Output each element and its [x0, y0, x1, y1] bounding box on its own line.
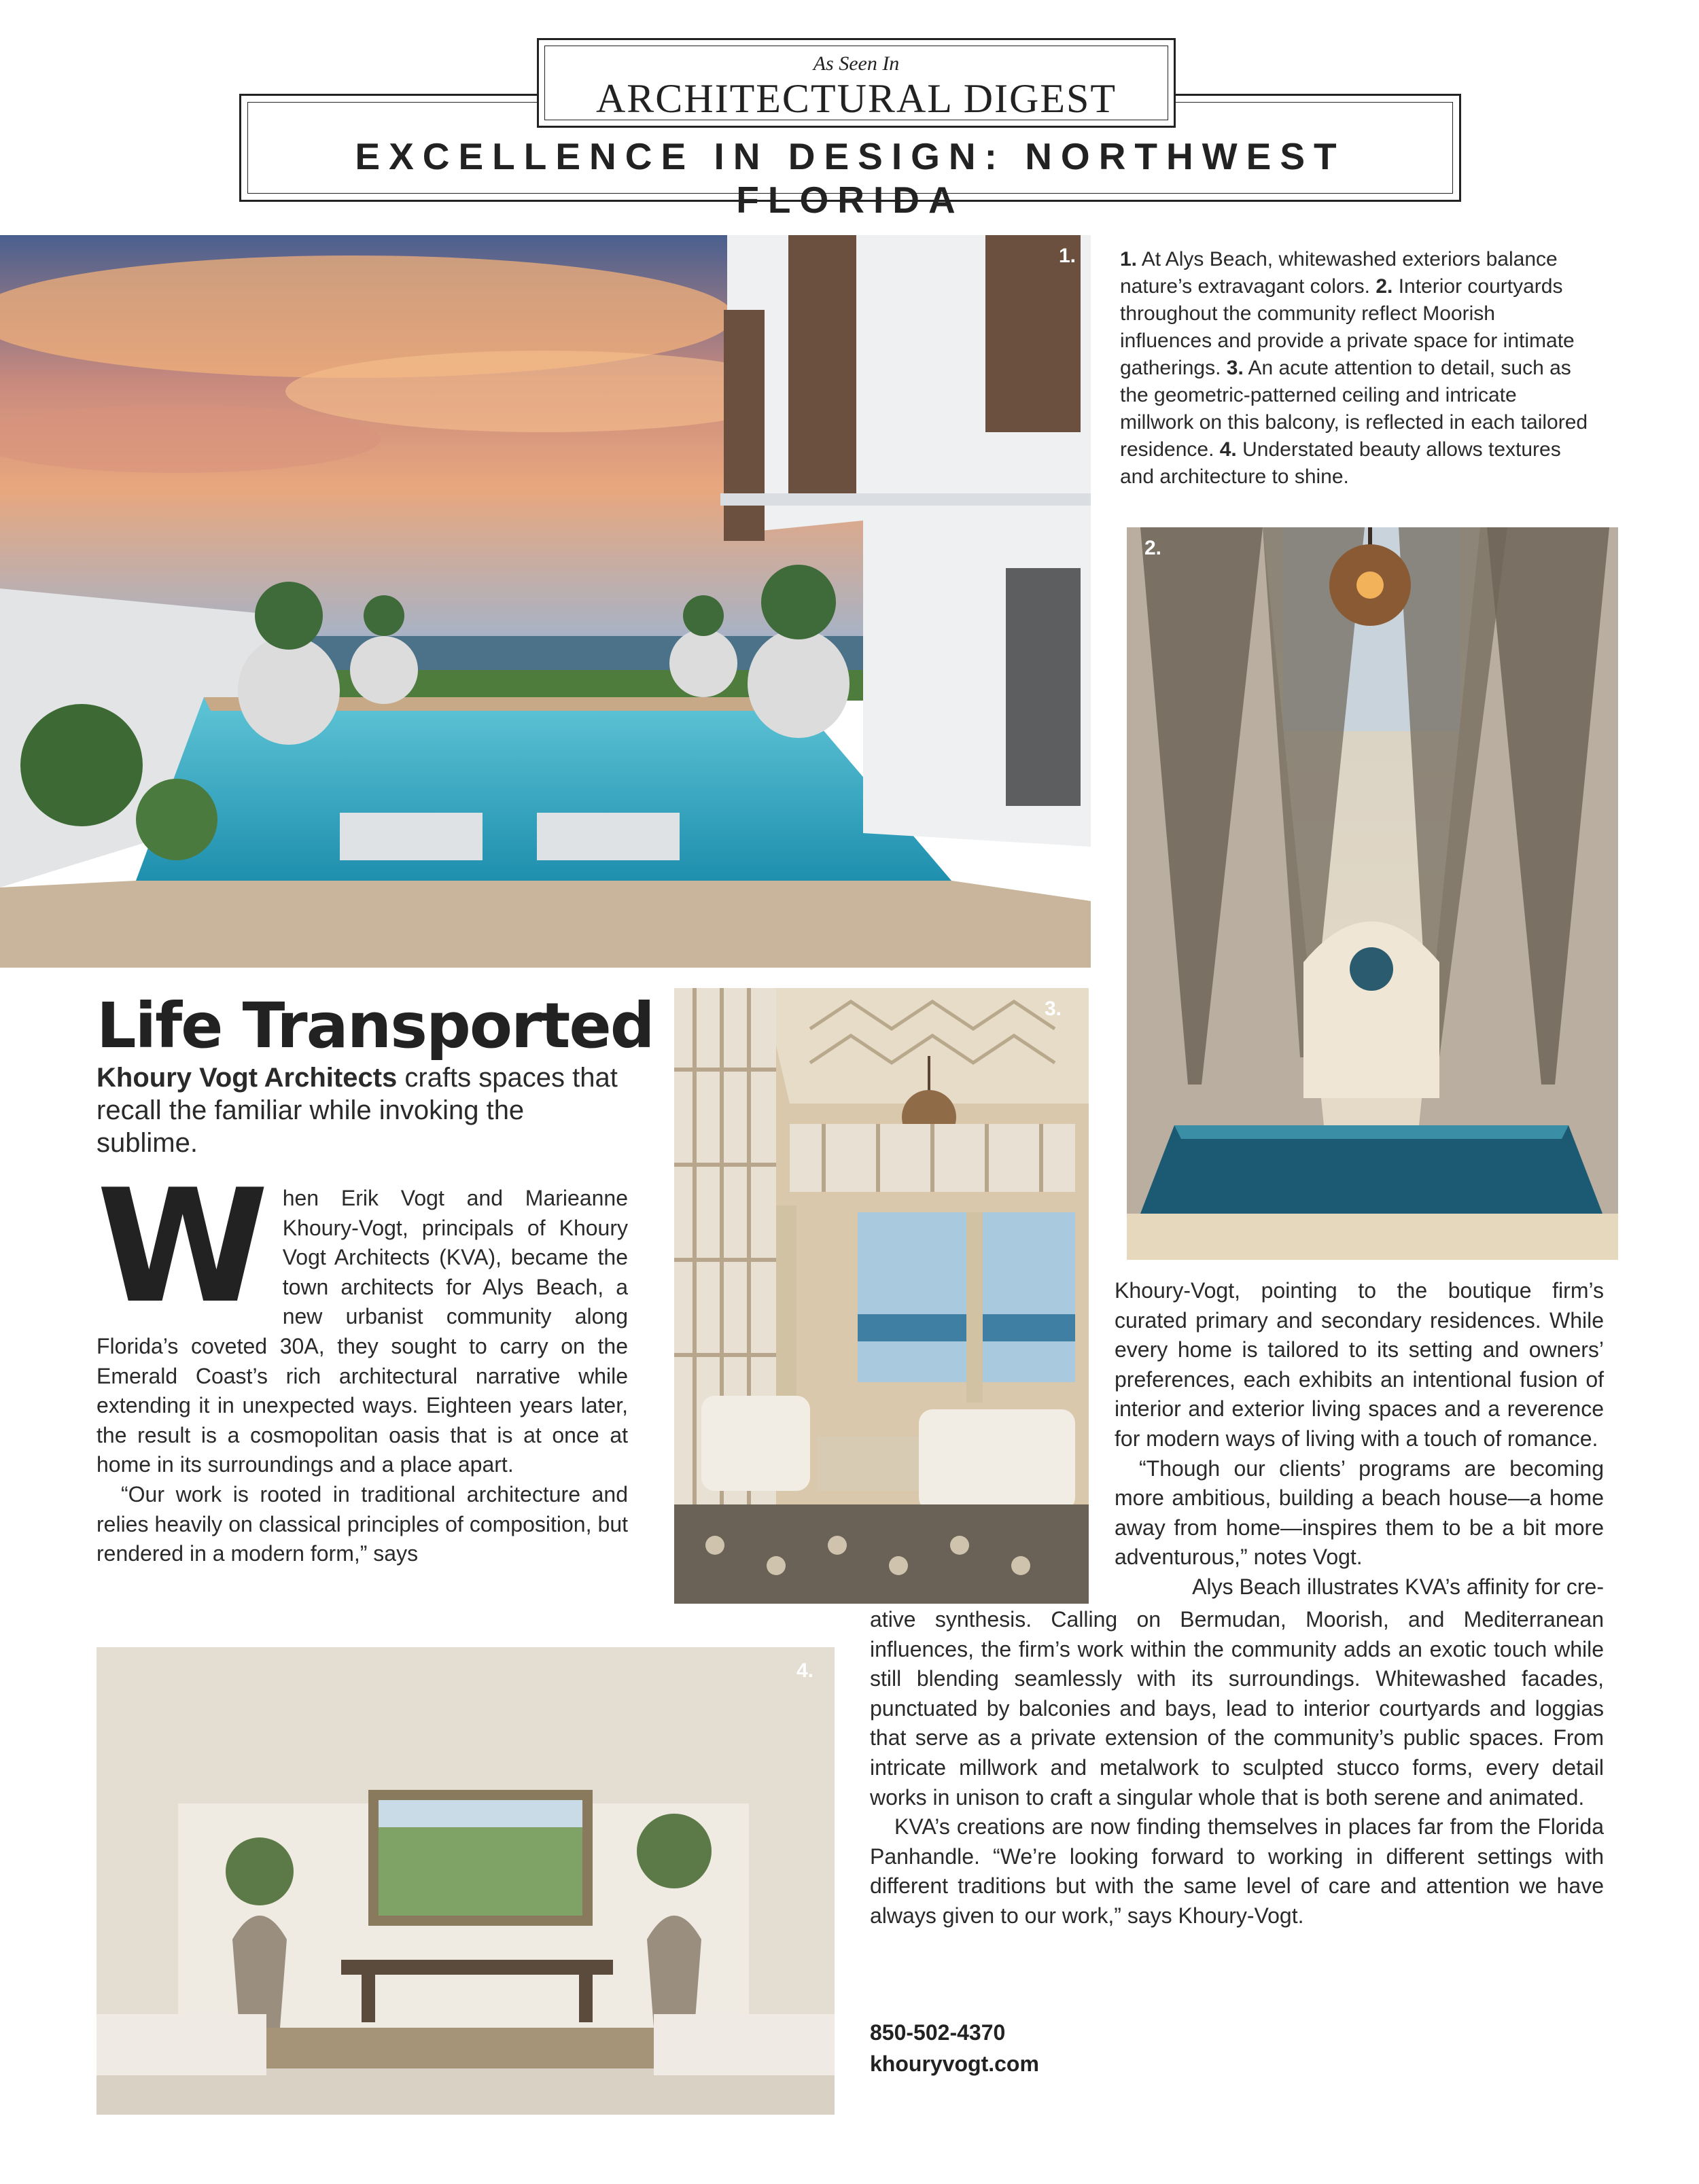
- caption-num-3: 3.: [1226, 357, 1244, 379]
- deck-firm-name: Khoury Vogt Architects: [97, 1063, 398, 1093]
- photo-balcony: [674, 988, 1089, 1604]
- article-column-1: [97, 1157, 628, 1569]
- caption-num-2: 2.: [1376, 275, 1393, 298]
- photo-number-2: 2.: [1144, 537, 1162, 559]
- photo-loggia: [97, 1647, 835, 2115]
- caption-text-4: Understated beauty allows textures and architecture to shine.: [1120, 438, 1561, 488]
- photo-number-4: 4.: [796, 1659, 814, 1682]
- article-paragraph-6: KVA’s creations are now finding themselves in places far from the Florida Panhandle. “We’re looking forward to working in different settings with different traditions but with the same level of care and attention we have always given to our work,” says Khoury-Vogt.: [870, 1814, 1604, 1928]
- article-deck: [97, 1061, 620, 1159]
- caption-text-3: An acute attention to detail, such as the geometric-patterned ceiling and intricate millwork on this balcony, is reflected in each tailored residence.: [1120, 357, 1588, 461]
- caption-num-1: 1.: [1120, 248, 1138, 270]
- drop-cap: W: [97, 1157, 269, 1338]
- article-paragraph-3: Khoury-Vogt, pointing to the boutique firm’s curated primary and secondary residences. While every home is tailored to its setting and owners’ preferences, each exhibits an intentional fusion of interior and exterior living spaces and a reverence for modern ways of living with a touch of romance.: [1115, 1278, 1604, 1451]
- photo-number-1: 1.: [1059, 245, 1076, 267]
- article-column-3: [870, 1605, 1604, 1931]
- article-title: Life Transported: [97, 989, 654, 1062]
- contact-website[interactable]: khouryvogt.com: [870, 2051, 1039, 2076]
- as-seen-in-label: As Seen In: [813, 52, 900, 75]
- article-column-2: [1115, 1276, 1604, 1602]
- photo-courtyard: [1127, 527, 1618, 1260]
- contact-block: [870, 2017, 1039, 2079]
- article-paragraph-2: “Our work is rooted in traditional architecture and relies heavily on classical principles of composition, but rendered in a modern form,” says: [97, 1481, 628, 1566]
- photo-pool-sunset: [0, 235, 1091, 968]
- photo-number-3: 3.: [1045, 998, 1062, 1020]
- caption-num-4: 4.: [1219, 438, 1237, 461]
- magazine-name: ARCHITECTURAL DIGEST: [595, 76, 1117, 121]
- contact-phone: 850-502-4370: [870, 2020, 1006, 2045]
- caption-text-2: Interior courtyards throughout the community reflect Moorish influences and provide a private space for intimate gatherings.: [1120, 275, 1575, 379]
- deck-text: crafts spaces that recall the familiar while invoking the sublime.: [97, 1063, 618, 1158]
- article-paragraph-5-start: Alys Beach illustrates KVA’s affinity for cre-: [1192, 1574, 1604, 1599]
- section-subtitle: EXCELLENCE IN DESIGN: NORTHWEST FLORIDA: [355, 135, 1346, 221]
- magazine-badge: [537, 38, 1176, 128]
- article-paragraph-1: hen Erik Vogt and Marieanne Khoury-Vogt, principals of Khoury Vogt Architects (KVA), became the town architects for Alys Beach, a new urbanist community along Florida’s coveted 30A, they sought to carry on the Emerald Coast’s rich architectural narrative while extending it in unexpected ways. Eighteen years later, the result is a cosmopolitan oasis that is at once at home in its surroundings and a place apart.: [97, 1186, 628, 1477]
- article-paragraph-5-cont: ative synthesis. Calling on Bermudan, Moorish, and Mediterranean influences, the firm’s work within the community adds an exotic touch while still blending seamlessly with its surroundings. Whitewashed facades, punctuated by balconies and bays, lead to interior courtyards and loggias that serve as a private extension of the community’s public spaces. From intricate millwork and metalwork to sculpted stucco forms, every detail works in unison to craft a singular whole that is both serene and animated.: [870, 1607, 1604, 1810]
- article-paragraph-4: “Though our clients’ programs are becoming more ambitious, building a beach house—a home away from home—inspires them to be a bit more adventurous,” notes Vogt.: [1115, 1456, 1604, 1570]
- caption-text-1: At Alys Beach, whitewashed exteriors balance nature’s extravagant colors.: [1120, 248, 1558, 298]
- photo-captions: [1120, 246, 1589, 491]
